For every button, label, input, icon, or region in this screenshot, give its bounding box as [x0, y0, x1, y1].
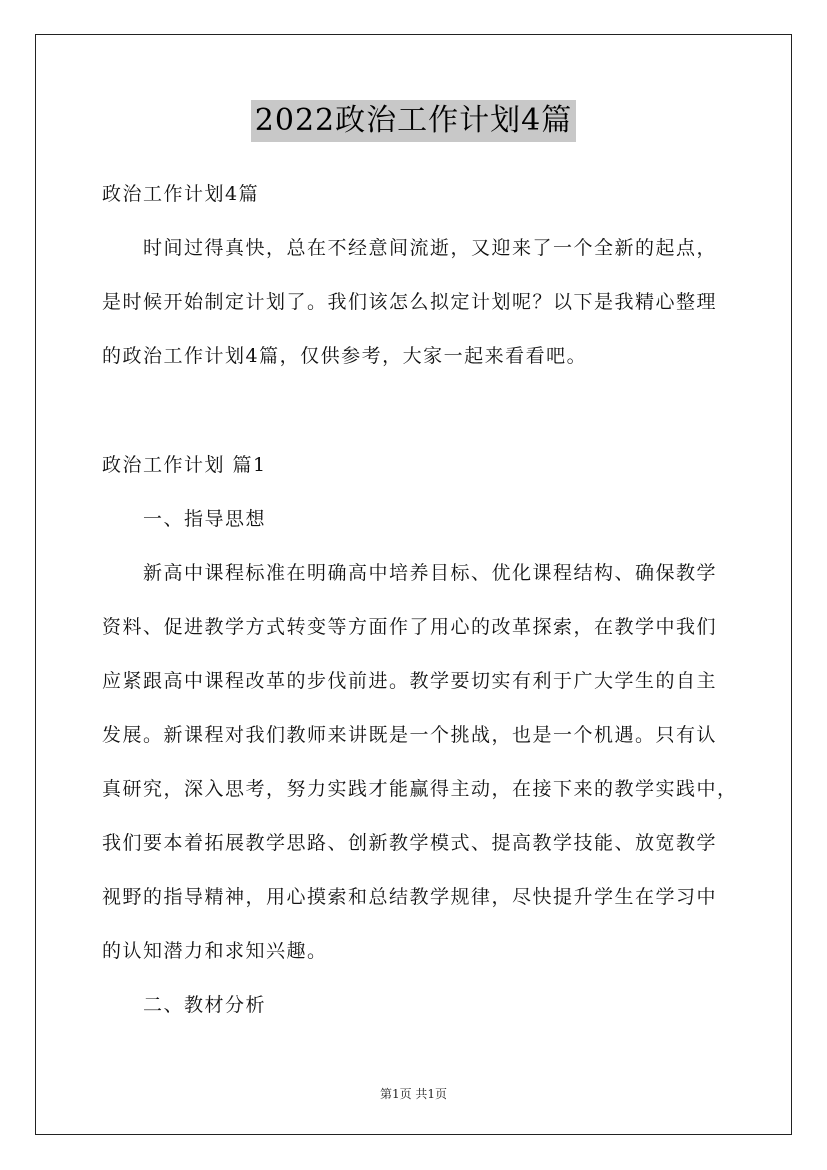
intro-line-1: 时间过得真快，总在不经意间流逝，又迎来了一个全新的起点，	[143, 237, 718, 259]
paragraph-line-6: 我们要本着拓展教学思路、创新教学模式、提高教学技能、放宽教学	[102, 832, 718, 854]
subsection-heading-2: 二、教材分析	[143, 994, 267, 1016]
paragraph-line-7: 视野的指导精神，用心摸索和总结教学规律，尽快提升学生在学习中	[102, 886, 718, 908]
page-footer: 第1页 共1页	[379, 1087, 448, 1101]
paragraph-line-1: 新高中课程标准在明确高中培养目标、优化课程结构、确保教学	[143, 562, 718, 584]
paragraph-line-4: 发展。新课程对我们教师来讲既是一个挑战，也是一个机遇。只有认	[102, 724, 718, 746]
section-heading: 政治工作计划 篇1	[102, 454, 267, 476]
subsection-heading-1: 一、指导思想	[143, 508, 267, 530]
paragraph-line-5: 真研究，深入思考，努力实践才能赢得主动，在接下来的教学实践中，	[102, 778, 738, 800]
document-title: 2022政治工作计划4篇	[251, 100, 576, 142]
subtitle: 政治工作计划4篇	[102, 183, 260, 205]
intro-line-3: 的政治工作计划4篇，仅供参考，大家一起来看看吧。	[102, 345, 588, 367]
paragraph-line-3: 应紧跟高中课程改革的步伐前进。教学要切实有利于广大学生的自主	[102, 670, 718, 692]
paragraph-line-8: 的认知潜力和求知兴趣。	[102, 940, 328, 962]
intro-line-2: 是时候开始制定计划了。我们该怎么拟定计划呢？以下是我精心整理	[102, 291, 718, 313]
paragraph-line-2: 资料、促进教学方式转变等方面作了用心的改革探索，在教学中我们	[102, 616, 718, 638]
